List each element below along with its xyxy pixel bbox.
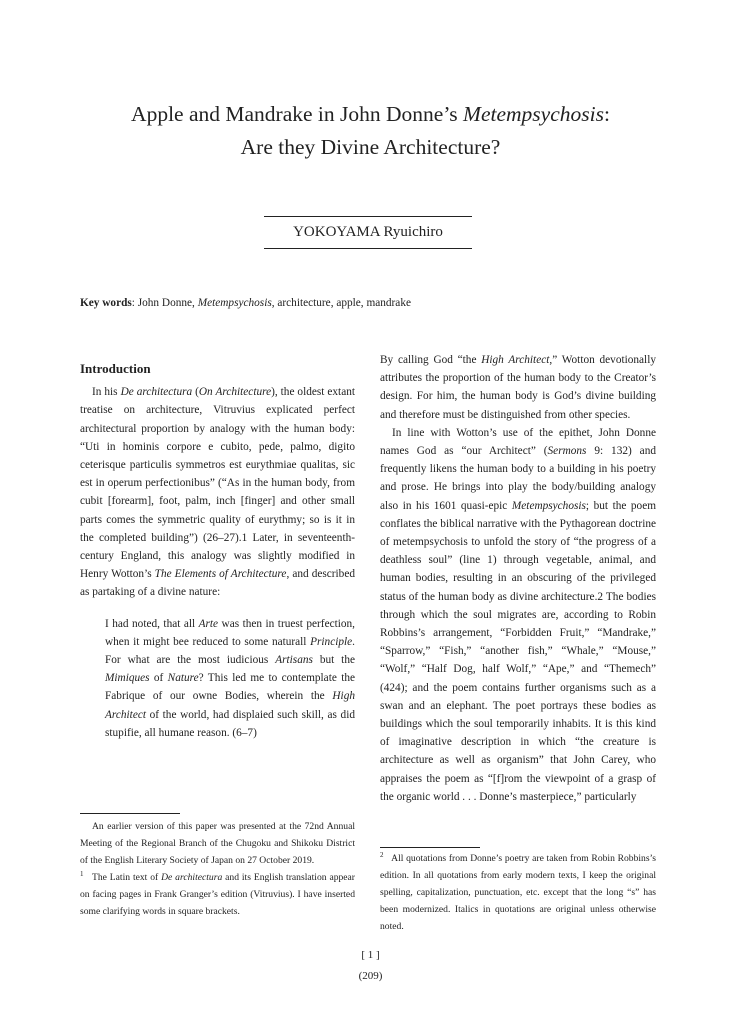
footnotes-left [80, 818, 355, 920]
block-quote: I had noted, that all Arte was then in truest perfection, when it might bee reduced to some naturall Principle. For what are the most iudicious Artisans but the Mimiques of Nature? This led me to contemplate the Fabrique of our owne Bodies, wherein the High Architect of the world, had displaied such skill, as did stupifie, all humane reason. (6–7) [105, 617, 355, 739]
footnote-0: An earlier version of this paper was presented at the 72nd Annual Meeting of the Regional Branch of the Chugoku and Shikoku District of the English Literary Society of Japan on 27 October 2019. [80, 821, 355, 866]
paper-title [0, 98, 741, 164]
footnotes-right [380, 850, 656, 935]
page-number: (209) [358, 970, 383, 982]
body-paragraph: By calling God “the High Architect,” Wotton devotionally attributes the proportion of the human body to the Creator’s design. For him, the human body is God’s divine building and therefore must be distinguished from other species. [380, 354, 656, 421]
title-line-2: Are they Divine Architecture? [240, 135, 501, 159]
footnote-2: $^2$ All quotations from Donne’s poetry are taken from Robin Robbins’s edition. In all quotations from early modern texts, I keep the original spelling, capitalization, punctuation, etc. except that the long “s” has been modernized. Italics in quotations are original unless otherwise noted. [380, 850, 656, 932]
body-paragraph: In line with Wotton’s use of the epithet, John Donne names God as “our Architect” (Sermons 9: 132) and frequently likens the human body to a building in his poetry and prose. He brings into play the body/building analogy also in his 1601 quasi-epic Metempsychosis; but the poem conflates the biblical narrative with the Pythagorean doctrine of metempsychosis to unfold the story of “the progress of a deathless soul” (line 1) through vegetable, animal, and human bodies, resulting in an obscuring of the privileged status of the human body as divine architecture.2 The bodies through which the soul migrates are, according to Robin Robbins’s arrangement, “Forbidden Fruit,” “Mandrake,” “Sparrow,” “Fish,” “another fish,” “Whale,” “Mouse,” “Wolf,” “Half Dog, half Wolf,” “Ape,” and “Themech” (424); and the poem contains further organisms such as a swan and an elephant. The poet portrays these bodies as buildings which the soul temporarily inhabits. It is this kind of imaginative description in which “the creature is architecture as well as organism” that John Carey, who appraises the poem as “[f]rom the viewpoint of a grasp of the organic world . . . Donne’s masterpiece,” particularly [380, 426, 657, 803]
footnote-rule [380, 847, 480, 848]
footnote-rule [80, 813, 180, 814]
author-name: YOKOYAMA Ryuichiro [264, 216, 472, 249]
footnote-1: $^1$ The Latin text of De architectura and its English translation appear on facing pages in Frank Granger’s edition (Vitruvius). I have inserted some clarifying words in square brackets. [80, 869, 356, 917]
folio: [ 1 ] [361, 949, 380, 961]
section-heading: Introduction [80, 361, 151, 376]
right-column [380, 351, 656, 806]
left-column [80, 360, 355, 742]
intro-paragraph: In his De architectura (On Architecture), the oldest extant treatise on architecture, Vitruvius explicated perfect architectural proportion by analogy with the human body: “Uti in hominis corpore e cubito, pede, palmo, digito ceterisque particulis symmetros est eurythmiae qualitas, sic est in operum perfectionibus” (“As in the human body, from cubit [forearm], foot, palm, inch [finger] and other small parts comes the symmetric quality of eurythmy; so is it in the completed building”) (26–27).1 Later, in seventeenth-century England, this analogy was slightly modified in Henry Wotton’s The Elements of Architecture, and described as partaking of a divine nature: [80, 386, 355, 599]
title-line-1: Apple and Mandrake in John Donne’s Metempsychosis: [131, 102, 610, 126]
keywords: Key words: John Donne, Metempsychosis, architecture, apple, mandrake [80, 297, 411, 309]
